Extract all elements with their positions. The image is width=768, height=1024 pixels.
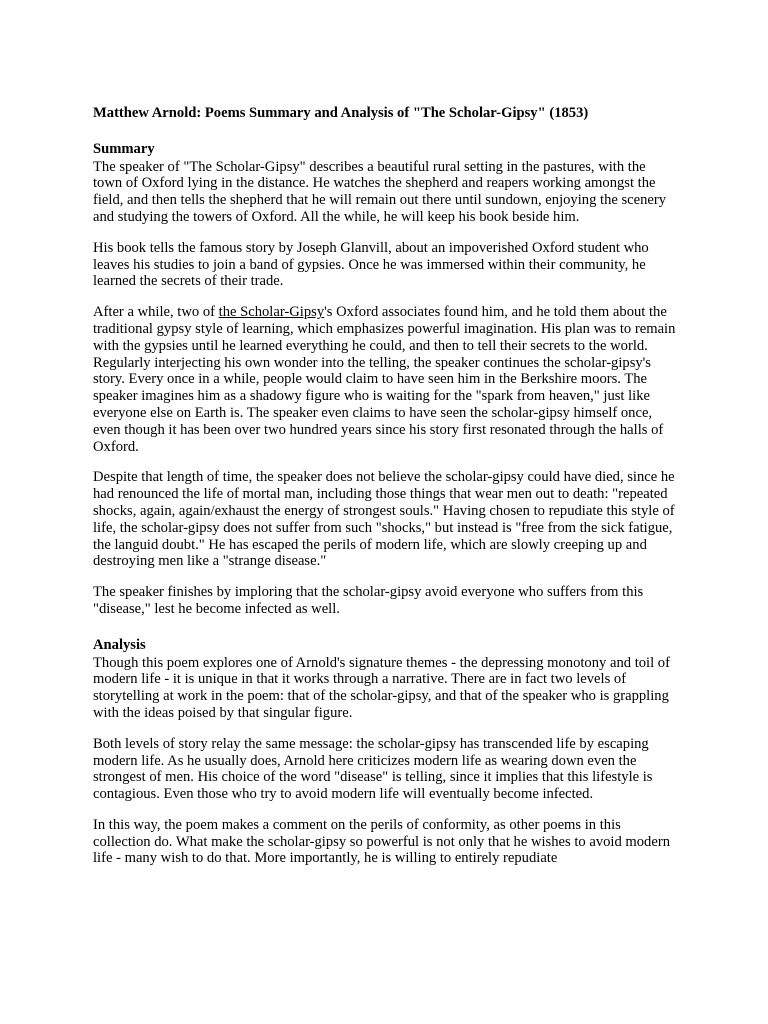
summary-heading: Summary (93, 140, 155, 157)
summary-paragraph-1: The speaker of "The Scholar-Gipsy" describes a beautiful rural setting in the pastures, with the town of Oxford lying in the distance. He watches the shepherd and reapers working amongst the field, and then tells the shepherd that he will remain out there until sundown, enjoying the scenery and studying the towers of Oxford. All the while, he will keep his book beside him. (93, 158, 667, 225)
summary-paragraph-4: Regularly interjecting his own wonder into the telling, the speaker continues the scholar-gipsy's story. Every once in a while, people would claim to have seen him in the Berkshire moors. The speaker imagines him as a shadowy figure who is waiting for the "spark from heaven," just like everyone else on Earth is. The speaker even claims to have seen the scholar-gipsy himself once, even though it has been over two hundred years since his story first resonated through the halls of Oxford. (93, 354, 664, 455)
analysis-paragraph-2: Both levels of story relay the same message: the scholar-gipsy has transcended life by escaping modern life. As he usually does, Arnold here criticizes modern life as wearing down even the strongest of men. His choice of the word "disease" is telling, since it implies that this lifestyle is contagious. Even those who try to avoid modern life will eventually become infected. (93, 735, 653, 803)
summary-paragraph-2: His book tells the famous story by Joseph Glanvill, about an impoverished Oxford student who leaves his studies to join a band of gypsies. Once he was immersed within their community, he learned the secrets of their trade. (93, 239, 649, 290)
summary-paragraph-3-start: After a while, two of (93, 304, 219, 321)
scholar-gipsy-link[interactable]: the Scholar-Gipsy (218, 304, 325, 321)
document-page (93, 105, 677, 881)
analysis-paragraph-3: In this way, the poem makes a comment on the perils of conformity, as other poems in this collection do. What make the scholar-gipsy so powerful is not only that he wishes to avoid modern life - many wish to do that. More importantly, he is willing to entirely repudiate (93, 816, 670, 867)
summary-paragraph-3 (93, 304, 677, 354)
summary-paragraph-5: Despite that length of time, the speaker does not believe the scholar-gipsy could have died, since he had renounced the life of mortal man, including those things that wear men out to death: "repeated shocks, again, again/exhaust the energy of strongest souls." Having chosen to repudiate this style of life, the scholar-gipsy does not suffer from such "shocks," but instead is "free from the sick fatigue, the languid doubt." He has escaped the perils of modern life, which are slowly creeping up and destroying men like a "strange disease." (93, 469, 675, 570)
analysis-heading: Analysis (93, 636, 146, 653)
summary-paragraph-6: The speaker finishes by imploring that the scholar-gipsy avoid everyone who suffers from this "disease," lest he become infected as well. (93, 584, 644, 617)
document-title: Matthew Arnold: Poems Summary and Analysis of "The Scholar-Gipsy" (1853) (93, 105, 589, 121)
analysis-paragraph-1: Though this poem explores one of Arnold's signature themes - the depressing monotony and toil of modern life - it is unique in that it works through a narrative. There are in fact two levels of storytelling at work in the poem: that of the scholar-gipsy, and that of the speaker who is grappling with the ideas poised by that singular figure. (93, 654, 670, 721)
summary-paragraph-3-end: 's Oxford associates found him, and he told them about the traditional gypsy style of learning, which emphasizes powerful imagination. His plan was to remain with the gypsies until he learned everything he could, and then to tell their secrets to the world. (93, 304, 676, 354)
